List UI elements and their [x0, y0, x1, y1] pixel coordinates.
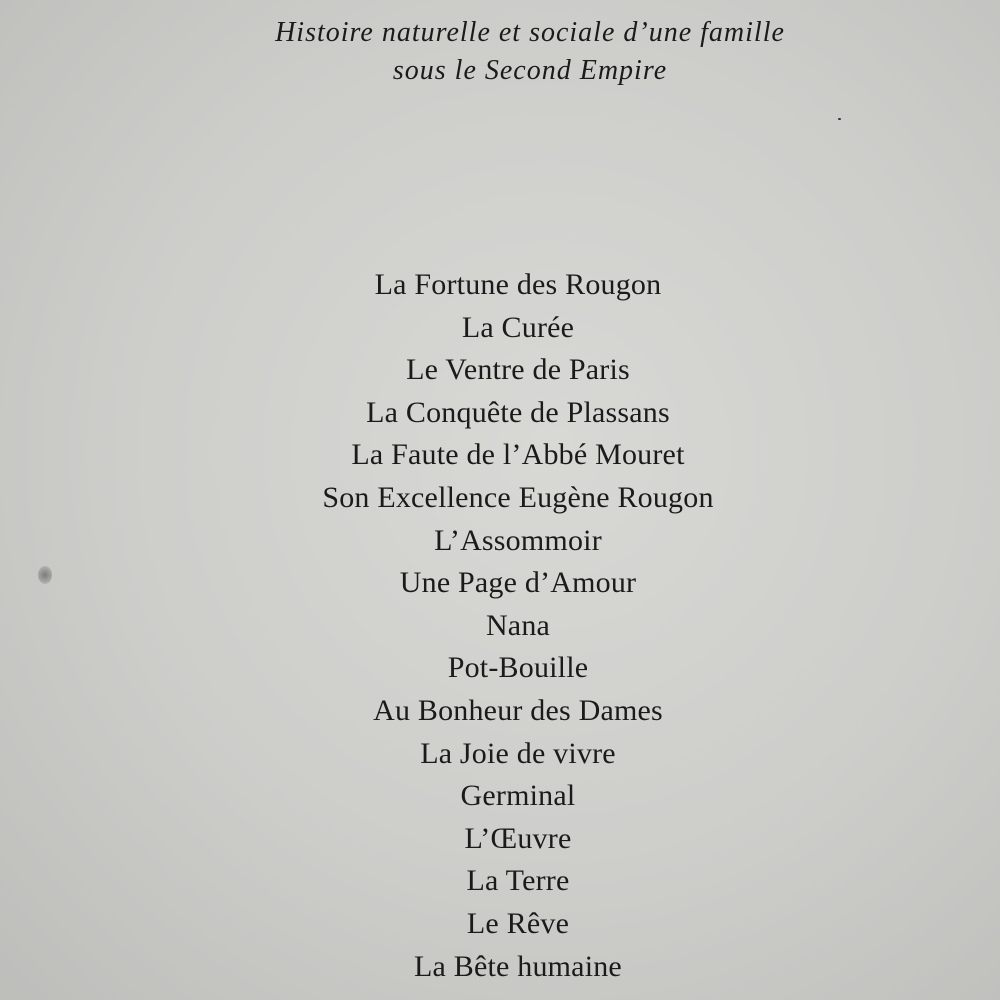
novel-title: La Joie de vivre: [420, 736, 616, 770]
novel-title: Son Excellence Eugène Rougon: [322, 480, 714, 514]
novel-title: Pot-Bouille: [447, 651, 589, 685]
novel-title: La Bête humaine: [414, 949, 622, 983]
novel-title: Le Rêve: [466, 906, 570, 940]
subtitle-line-1: Histoire naturelle et sociale d’une famille: [275, 17, 785, 48]
novel-title: La Fortune des Rougon: [374, 268, 662, 301]
novel-title: L’Œuvre: [464, 821, 572, 855]
novel-title: Germinal: [460, 779, 576, 813]
novel-title: Au Bonheur des Dames: [373, 693, 663, 727]
novel-title: La Terre: [466, 864, 570, 898]
novel-title: La Conquête de Plassans: [366, 395, 670, 429]
novel-title-list: [0, 264, 1000, 988]
ink-speck: [838, 118, 841, 120]
novel-title: L’Assommoir: [434, 523, 602, 557]
subtitle-line-2: sous le Second Empire: [392, 55, 668, 86]
novel-title: Le Ventre de Paris: [406, 353, 630, 387]
novel-title: La Curée: [461, 310, 575, 344]
novel-title: Une Page d’Amour: [399, 566, 637, 600]
novel-title: Nana: [485, 608, 551, 642]
series-subtitle: [0, 14, 1000, 90]
novel-title: La Faute de l’Abbé Mouret: [351, 438, 685, 472]
